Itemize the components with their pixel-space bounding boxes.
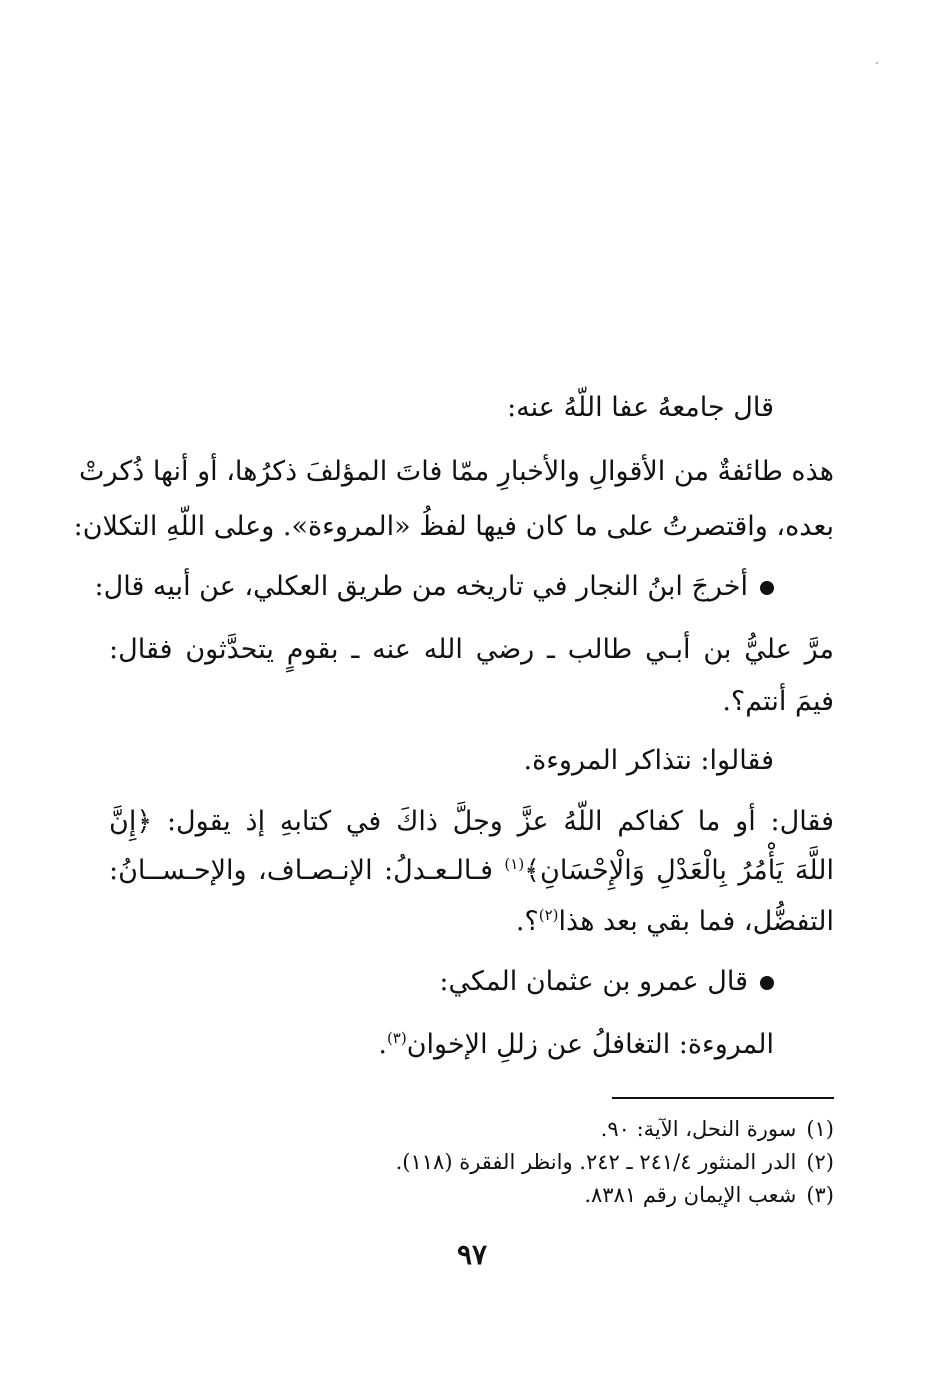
paragraph-line-5: فقالوا: نتذاكر المروءة.: [523, 745, 774, 776]
paragraph-line-1: هذه طائفةٌ من الأقوالِ والأخبارِ ممّا فاتَ المؤلفَ ذكرُها، أو أنها ذُكرتْ: [79, 456, 834, 487]
paragraph-line-7-rest: فـالـعـدلُ: الإنـصـاف، والإحـســانُ:: [109, 855, 493, 886]
footnote-3: [109, 1180, 834, 1210]
section-heading: قال جامعهُ عفا اللّهُ عنه:: [507, 392, 774, 423]
bullet-icon: [760, 581, 774, 595]
footnote-text: الدر المنثور ٢٤١/٤ ـ ٢٤٢. وانظر الفقرة (١١٨).: [395, 1150, 797, 1174]
footnote-ref-2: (٢): [538, 906, 559, 924]
quran-verse: اللَّهَ يَأْمُرُ بِالْعَدْلِ وَالْإِحْسَانِ﴾: [524, 855, 834, 886]
paragraph-line-8-text: التفضُّل، فما بقي بعد هذا: [558, 906, 834, 937]
footnote-1: [109, 1114, 834, 1144]
footnote-ref-3: (٣): [386, 1029, 407, 1047]
paragraph-line-2: بعده، واقتصرتُ على ما كان فيها لفظُ «المروءة». وعلى اللّهِ التكلان:: [73, 511, 834, 542]
footnote-divider: [612, 1097, 834, 1099]
list-item-1: [94, 567, 774, 607]
page-number: ٩٧: [456, 1238, 488, 1271]
paragraph-line-7: [109, 851, 834, 891]
scan-speck: [876, 62, 878, 64]
footnote-number: (٢): [806, 1150, 834, 1174]
paragraph-line-9-end: .: [378, 1029, 387, 1060]
paragraph-line-3: مرَّ عليُّ بن أبـي طالب ـ رضي الله عنه ـ بقومٍ يتحدَّثون فقال:: [109, 634, 834, 665]
footnote-2: [109, 1147, 834, 1177]
footnote-text: سورة النحل، الآية: ٩٠.: [600, 1117, 797, 1141]
footnote-ref-1: (١): [504, 855, 525, 873]
paragraph-line-9-text: المروءة: التغافلُ عن زللِ الإخوان: [406, 1029, 774, 1060]
paragraph-line-9: [109, 1025, 774, 1065]
paragraph-line-8-end: ؟.: [515, 906, 539, 937]
bullet-icon: [760, 976, 774, 990]
footnote-number: (١): [806, 1117, 834, 1141]
paragraph-line-6: فقال: أو ما كفاكم اللّهُ عزَّ وجلَّ ذاكَ في كتابهِ إذ يقول: ﴿إِنَّ: [109, 806, 834, 837]
paragraph-line-8: [109, 902, 834, 942]
footnote-number: (٣): [806, 1183, 834, 1207]
footnote-text: شعب الإيمان رقم ٨٣٨١.: [584, 1183, 797, 1207]
list-item-1-text: أخرجَ ابنُ النجار في تاريخه من طريق العكلي، عن أبيه قال:: [94, 571, 748, 602]
list-item-2: [109, 962, 774, 1002]
paragraph-line-4: فيمَ أنتم؟.: [722, 686, 834, 717]
list-item-2-text: قال عمرو بن عثمان المكي:: [439, 966, 748, 997]
